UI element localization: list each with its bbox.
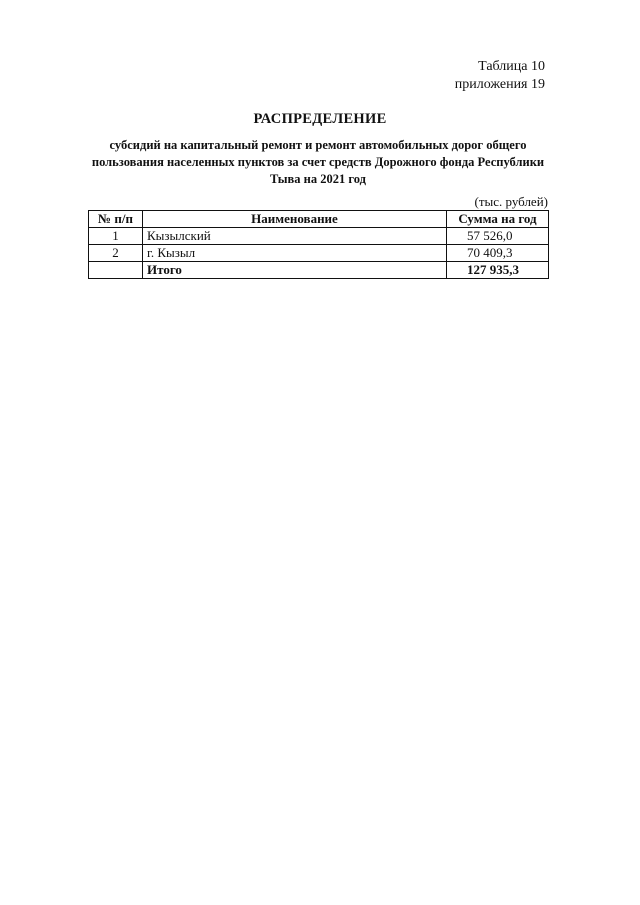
table-row [89, 228, 549, 245]
column-header-name: Наименование [143, 211, 447, 228]
total-label: Итого [143, 262, 447, 279]
document-title: РАСПРЕДЕЛЕНИЕ [253, 111, 387, 127]
table-header-row [89, 211, 549, 228]
appendix-label: приложения 19 [454, 77, 545, 92]
table-row [89, 245, 549, 262]
row-name: г. Кызыл [143, 245, 447, 262]
total-sum: 127 935,3 [447, 262, 549, 279]
document-header [455, 58, 545, 94]
document-subtitle: субсидий на капитальный ремонт и ремонт автомобильных дорог общего пользования населенных пунктов за счет средств Дорожного фонда Республики Тыва на 2021 год [91, 138, 545, 186]
row-name: Кызылский [143, 228, 447, 245]
row-number: 1 [89, 228, 143, 245]
row-sum: 57 526,0 [447, 228, 549, 245]
total-number-cell [89, 262, 143, 279]
distribution-table [88, 210, 549, 279]
units-label: (тыс. рублей) [474, 194, 548, 209]
row-number: 2 [89, 245, 143, 262]
column-header-number: № п/п [89, 211, 143, 228]
table-total-row [89, 262, 549, 279]
column-header-sum: Сумма на год [447, 211, 549, 228]
row-sum: 70 409,3 [447, 245, 549, 262]
table-number-label: Таблица 10 [478, 59, 545, 74]
